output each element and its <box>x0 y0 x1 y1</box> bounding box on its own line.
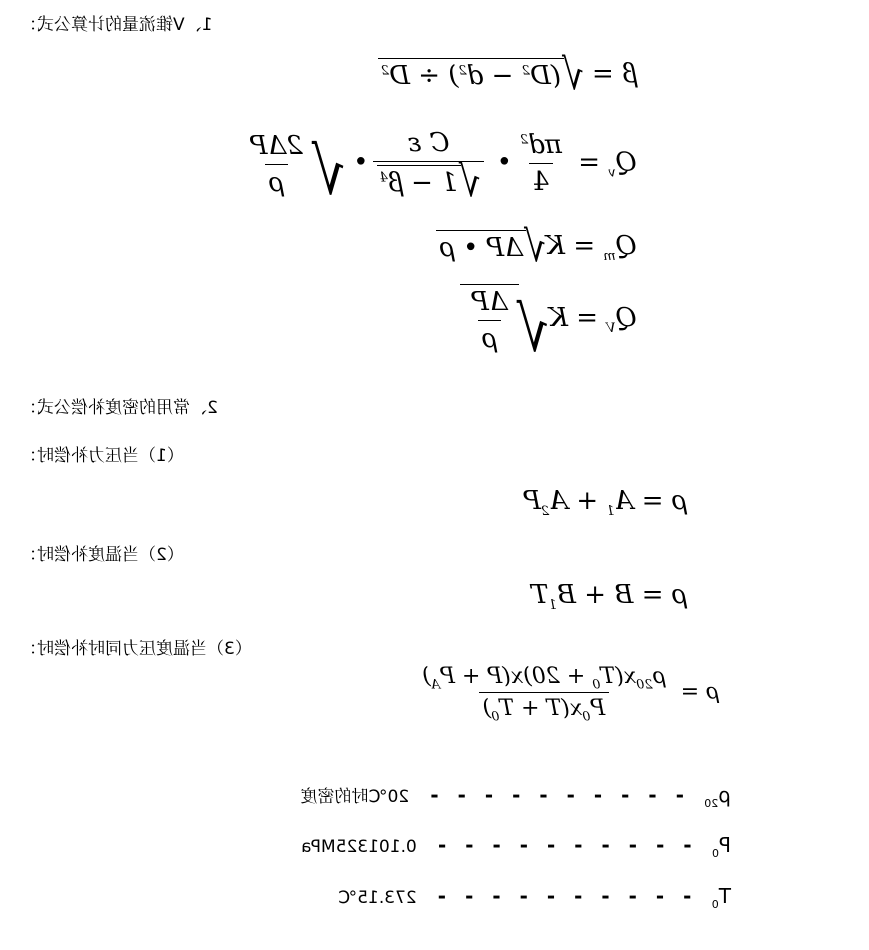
legend-symbol: $T_0$ <box>711 884 731 911</box>
legend-value: 0.101325MPa <box>301 837 417 857</box>
formula-temperature-compensation: $\rho = B + B_1T$ <box>531 580 687 614</box>
formula-qm: $Q_m = K$ √ ΔP • ρ <box>437 230 638 264</box>
case-3-label: （3）当温度压力同时补偿时： <box>20 639 252 659</box>
legend-symbol: $\rho_{20}$ <box>704 783 731 810</box>
legend-dashes: - - - - - - - - - - <box>431 884 692 908</box>
formula-temperature-pressure-compensation: ρ = $\frac{\rho_{20}x(T_0 + 20)x(P + P_A)}{P_0x(T + T_0)}$ <box>422 664 719 725</box>
case-1-label: （1）当压力补偿时： <box>20 446 184 466</box>
legend-symbol: $P_0$ <box>711 833 731 860</box>
legend-dashes: - - - - - - - - - - <box>424 783 684 807</box>
legend-dashes: - - - - - - - - - - <box>431 833 692 857</box>
section-2-heading: 2、常用的密度补偿公式： <box>20 398 218 418</box>
section-1-heading: 1、V锥流量的计算公式： <box>20 15 213 35</box>
formula-qv-k: $Q_V = K$ √ $\frac{\Delta P}{\rho}$ <box>460 284 637 354</box>
legend-row-rho20 <box>300 782 731 810</box>
legend-row-p0 <box>301 833 731 860</box>
formula-beta: β = √ $(D^2 - d^2) \div D^2$ <box>378 58 637 92</box>
formula-qv-full: $Q_v$ = $\frac{\pi d^2}{4}$ • C ε √ $1 - \beta^4$ • √ $\frac{2\Delta P}{\rho}$ <box>249 128 637 210</box>
case-2-label: （2）当温度补偿时： <box>20 545 184 565</box>
formula-pressure-compensation: $\rho = A_1 + A_2P$ <box>523 486 687 520</box>
legend-value: 20℃时的密度 <box>300 787 410 807</box>
legend-value: 273.15℃ <box>338 888 417 908</box>
legend-row-t0 <box>338 884 731 911</box>
